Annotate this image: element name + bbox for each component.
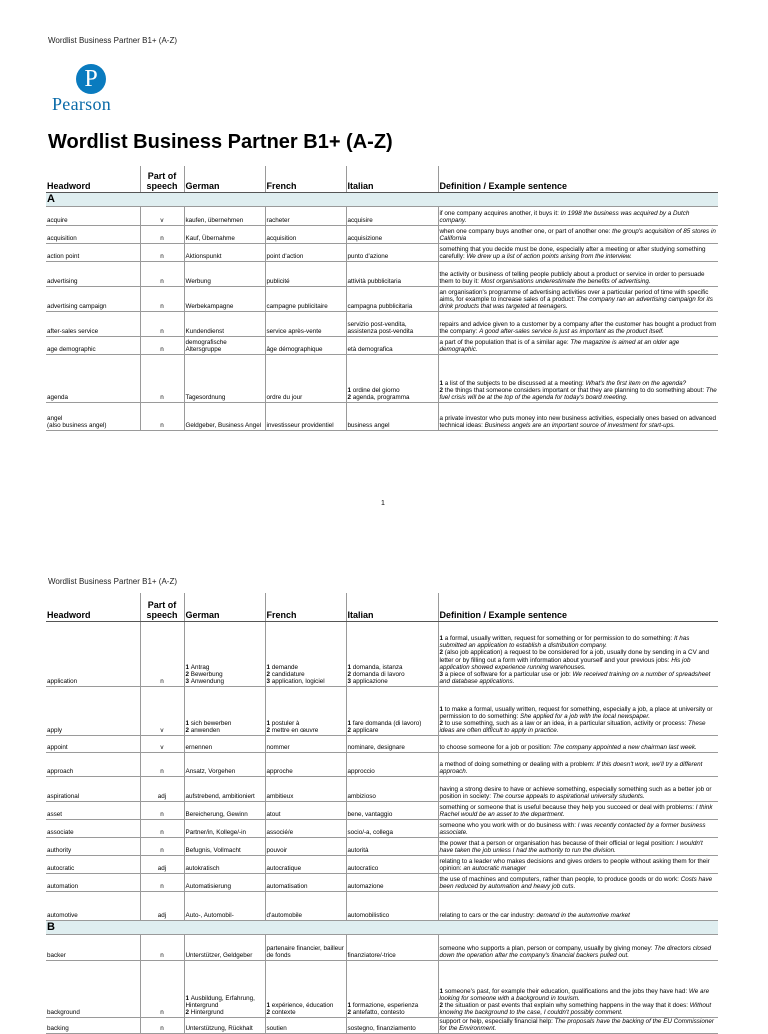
italian-cell: automobilistico: [346, 891, 438, 920]
french-cell: ambitieux: [265, 776, 346, 801]
pos-cell: n: [140, 752, 184, 776]
pos-cell: n: [140, 837, 184, 855]
headword-cell: automation: [46, 873, 140, 891]
italian-cell: 1 fare domanda (di lavoro) 2 applicare: [346, 686, 438, 735]
table-row: [46, 776, 718, 801]
french-cell: nommer: [265, 735, 346, 752]
column-header-italian: Italian: [346, 166, 438, 192]
german-cell: Bereicherung, Gewinn: [184, 801, 265, 819]
headword-cell: action point: [46, 243, 140, 261]
german-cell: Ansatz, Vorgehen: [184, 752, 265, 776]
pos-cell: n: [140, 336, 184, 354]
table-row: [46, 1017, 718, 1033]
german-cell: autokratisch: [184, 855, 265, 873]
german-cell: Geldgeber, Business Angel: [184, 402, 265, 430]
definition-cell: a private investor who puts money into new business activities, especially ones based on advanced technical ideas: Business angels are an important source of investment for start-ups.: [438, 402, 718, 430]
definition-cell: repairs and advice given to a customer by a company after the customer has bought a product from the company: A good after-sales service is just as important as the product itself.: [438, 311, 718, 336]
pos-cell: n: [140, 873, 184, 891]
definition-cell: a method of doing something or dealing with a problem: If this doesn't work, we'll try a different approach.: [438, 752, 718, 776]
column-header-headword: Headword: [46, 166, 140, 192]
german-cell: Aktionspunkt: [184, 243, 265, 261]
german-cell: Werbekampagne: [184, 286, 265, 311]
table-row: [46, 402, 718, 430]
headword-cell: autocratic: [46, 855, 140, 873]
german-cell: Werbung: [184, 261, 265, 286]
table-row: [46, 243, 718, 261]
pos-cell: n: [140, 261, 184, 286]
definition-cell: to choose someone for a job or position: The company appointed a new chairman last week.: [438, 735, 718, 752]
running-header-page-2: Wordlist Business Partner B1+ (A-Z): [48, 577, 178, 586]
german-cell: ernennen: [184, 735, 265, 752]
headword-cell: backer: [46, 934, 140, 960]
french-cell: campagne publicitaire: [265, 286, 346, 311]
german-cell: Kauf, Übernahme: [184, 225, 265, 243]
italian-cell: automazione: [346, 873, 438, 891]
german-cell: Befugnis, Vollmacht: [184, 837, 265, 855]
column-header-definition: Definition / Example sentence: [438, 593, 718, 621]
headword-cell: automotive: [46, 891, 140, 920]
definition-cell: someone who supports a plan, person or company, usually by giving money: The directors closed down the operation after the company's financial backers pulled out.: [438, 934, 718, 960]
headword-cell: asset: [46, 801, 140, 819]
headword-cell: appoint: [46, 735, 140, 752]
italian-cell: servizio post-vendita, assistenza post-vendita: [346, 311, 438, 336]
definition-cell: the use of machines and computers, rather than people, to produce goods or do work: Costs have been reduced by automation and heavy job cuts.: [438, 873, 718, 891]
pos-cell: n: [140, 402, 184, 430]
french-cell: 1 postuler à 2 mettre en œuvre: [265, 686, 346, 735]
pos-cell: n: [140, 354, 184, 402]
pos-cell: n: [140, 286, 184, 311]
definition-cell: 1 a list of the subjects to be discussed at a meeting: What's the first item on the agenda? 2 the things that someone considers important or that they are planning to do something about: The fuel crisis will be at the top of the agenda for today's board meeting.: [438, 354, 718, 402]
headword-cell: authority: [46, 837, 140, 855]
french-cell: atout: [265, 801, 346, 819]
italian-cell: acquisizione: [346, 225, 438, 243]
french-cell: d'automobile: [265, 891, 346, 920]
column-header-definition: Definition / Example sentence: [438, 166, 718, 192]
table-row: [46, 286, 718, 311]
italian-cell: campagna pubblicitaria: [346, 286, 438, 311]
column-header-french: French: [265, 166, 346, 192]
definition-cell: when one company buys another one, or part of another one: the group's acquisition of 85 stores in California: [438, 225, 718, 243]
table-row: [46, 261, 718, 286]
column-header-german: German: [184, 166, 265, 192]
french-cell: autocratique: [265, 855, 346, 873]
wordlist-table-page-1: [46, 166, 718, 431]
pos-cell: n: [140, 819, 184, 837]
table-row: [46, 801, 718, 819]
table-row: [46, 621, 718, 686]
column-header-german: German: [184, 593, 265, 621]
running-header: Wordlist Business Partner B1+ (A-Z): [48, 36, 178, 45]
german-cell: Automatisierung: [184, 873, 265, 891]
table-row: [46, 934, 718, 960]
column-header-row: [46, 166, 718, 192]
german-cell: demografische Altersgruppe: [184, 336, 265, 354]
table-row: [46, 735, 718, 752]
headword-cell: agenda: [46, 354, 140, 402]
definition-cell: support or help, especially financial help: The proposals have the backing of the EU Commissioner for the Environment.: [438, 1017, 718, 1033]
italian-cell: nominare, designare: [346, 735, 438, 752]
definition-cell: an organisation's programme of advertising activities over a particular period of time with specific aims, for example to increase sales of a product: The company ran an advertising campaign for its drink products that was targeted at teenagers.: [438, 286, 718, 311]
italian-cell: età demografica: [346, 336, 438, 354]
italian-cell: business angel: [346, 402, 438, 430]
german-cell: 1 Antrag 2 Bewerbung 3 Anwendung: [184, 621, 265, 686]
french-cell: 1 demande 2 candidature 3 application, logiciel: [265, 621, 346, 686]
pos-cell: n: [140, 621, 184, 686]
headword-cell: background: [46, 960, 140, 1017]
german-cell: 1 sich bewerben 2 anwenden: [184, 686, 265, 735]
table-row: [46, 960, 718, 1017]
german-cell: Unterstützer, Geldgeber: [184, 934, 265, 960]
column-header-italian: Italian: [346, 593, 438, 621]
german-cell: aufstrebend, ambitioniert: [184, 776, 265, 801]
definition-cell: the power that a person or organisation has because of their official or legal position: I wouldn't have taken the job unless I had the authority to run the division.: [438, 837, 718, 855]
pos-cell: n: [140, 934, 184, 960]
german-cell: Tagesordnung: [184, 354, 265, 402]
table-row: [46, 354, 718, 402]
italian-cell: socio/-a, collega: [346, 819, 438, 837]
headword-cell: apply: [46, 686, 140, 735]
pos-cell: adj: [140, 776, 184, 801]
pos-cell: n: [140, 311, 184, 336]
headword-cell: acquisition: [46, 225, 140, 243]
italian-cell: punto d'azione: [346, 243, 438, 261]
french-cell: acquisition: [265, 225, 346, 243]
german-cell: Kundendienst: [184, 311, 265, 336]
page-number: 1: [381, 500, 385, 507]
french-cell: automatisation: [265, 873, 346, 891]
german-cell: 1 Ausbildung, Erfahrung, Hintergrund 2 Hintergrund: [184, 960, 265, 1017]
french-cell: pouvoir: [265, 837, 346, 855]
headword-cell: backing: [46, 1017, 140, 1033]
german-cell: Auto-, Automobil-: [184, 891, 265, 920]
column-header-french: French: [265, 593, 346, 621]
pos-cell: v: [140, 206, 184, 225]
section-letter-row: [46, 192, 718, 206]
french-cell: racheter: [265, 206, 346, 225]
italian-cell: ambizioso: [346, 776, 438, 801]
definition-cell: having a strong desire to have or achieve something, especially something such as a better job or position in society: The course appeals to aspirational university students.: [438, 776, 718, 801]
definition-cell: something that you decide must be done, especially after a meeting or after studying something carefully: We drew up a list of action points arising from the interview.: [438, 243, 718, 261]
italian-cell: 1 domanda, istanza 2 domanda di lavoro 3 applicazione: [346, 621, 438, 686]
section-letter: B: [46, 920, 718, 934]
french-cell: service après-vente: [265, 311, 346, 336]
column-header-headword: Headword: [46, 593, 140, 621]
french-cell: âge démographique: [265, 336, 346, 354]
headword-cell: advertising: [46, 261, 140, 286]
column-header-part-of-speech: Part of speech: [140, 593, 184, 621]
french-cell: partenaire financier, bailleur de fonds: [265, 934, 346, 960]
pos-cell: n: [140, 801, 184, 819]
pearson-logo: [50, 64, 130, 114]
italian-cell: 1 ordine del giorno 2 agenda, programma: [346, 354, 438, 402]
pos-cell: adj: [140, 891, 184, 920]
italian-cell: sostegno, finanziamento: [346, 1017, 438, 1033]
italian-cell: approccio: [346, 752, 438, 776]
table-row: [46, 819, 718, 837]
pos-cell: v: [140, 686, 184, 735]
table-row: [46, 855, 718, 873]
definition-cell: relating to a leader who makes decisions and gives orders to people without asking them for their opinion: an autocratic manager: [438, 855, 718, 873]
french-cell: point d'action: [265, 243, 346, 261]
pos-cell: adj: [140, 855, 184, 873]
column-header-part-of-speech: Part of speech: [140, 166, 184, 192]
table-row: [46, 752, 718, 776]
table-row: [46, 311, 718, 336]
table-row: [46, 686, 718, 735]
french-cell: ordre du jour: [265, 354, 346, 402]
italian-cell: autocratico: [346, 855, 438, 873]
italian-cell: 1 formazione, esperienza 2 antefatto, contesto: [346, 960, 438, 1017]
definition-cell: something or someone that is useful because they help you succeed or deal with problems: I think Rachel would be an asset to the department.: [438, 801, 718, 819]
pos-cell: n: [140, 225, 184, 243]
french-cell: publicité: [265, 261, 346, 286]
german-cell: Unterstützung, Rückhalt: [184, 1017, 265, 1033]
table-row: [46, 891, 718, 920]
table-row: [46, 873, 718, 891]
french-cell: approche: [265, 752, 346, 776]
italian-cell: bene, vantaggio: [346, 801, 438, 819]
table-row: [46, 206, 718, 225]
pearson-wordmark: Pearson: [52, 94, 112, 114]
italian-cell: acquisire: [346, 206, 438, 225]
headword-cell: angel (also business angel): [46, 402, 140, 430]
table-row: [46, 225, 718, 243]
section-letter: A: [46, 192, 718, 206]
pos-cell: v: [140, 735, 184, 752]
headword-cell: acquire: [46, 206, 140, 225]
definition-cell: if one company acquires another, it buys it: In 1998 the business was acquired by a Dutch company.: [438, 206, 718, 225]
french-cell: 1 expérience, éducation 2 contexte: [265, 960, 346, 1017]
headword-cell: aspirational: [46, 776, 140, 801]
french-cell: associé/e: [265, 819, 346, 837]
german-cell: kaufen, übernehmen: [184, 206, 265, 225]
definition-cell: 1 someone's past, for example their education, qualifications and the jobs they have had: We are looking for someone with a background in tourism. 2 the situation or past events that explain why something happens in the way that it does: Without knowing the background to the case, I couldn't possibly comment.: [438, 960, 718, 1017]
definition-cell: 1 to make a formal, usually written, request for something, especially a job, a place at university or permission to do something: She applied for a job with the local newspaper. 2 to use something, such as a law or an idea, in a particular situation, activity or process: These ideas are often difficult to apply in practice.: [438, 686, 718, 735]
headword-cell: after-sales service: [46, 311, 140, 336]
headword-cell: application: [46, 621, 140, 686]
table-row: [46, 837, 718, 855]
italian-cell: autorità: [346, 837, 438, 855]
headword-cell: advertising campaign: [46, 286, 140, 311]
page-title: Wordlist Business Partner B1+ (A-Z): [48, 131, 393, 153]
italian-cell: finanziatore/-trice: [346, 934, 438, 960]
column-header-row: [46, 593, 718, 621]
wordlist-table-page-2: [46, 593, 718, 1034]
definition-cell: the activity or business of telling people publicly about a product or service in order to persuade them to buy it: Most organisations underestimate the benefits of advertising.: [438, 261, 718, 286]
french-cell: soutien: [265, 1017, 346, 1033]
definition-cell: someone who you work with or do business with: I was recently contacted by a former business associate.: [438, 819, 718, 837]
german-cell: Partner/in, Kollege/-in: [184, 819, 265, 837]
pos-cell: n: [140, 243, 184, 261]
pearson-logo-icon: P: [76, 64, 106, 94]
table-row: [46, 336, 718, 354]
headword-cell: associate: [46, 819, 140, 837]
italian-cell: attività pubblicitaria: [346, 261, 438, 286]
french-cell: investisseur providentiel: [265, 402, 346, 430]
headword-cell: age demographic: [46, 336, 140, 354]
headword-cell: approach: [46, 752, 140, 776]
pos-cell: n: [140, 960, 184, 1017]
definition-cell: a part of the population that is of a similar age: The magazine is aimed at an older age demographic.: [438, 336, 718, 354]
pos-cell: n: [140, 1017, 184, 1033]
definition-cell: 1 a formal, usually written, request for something or for permission to do something: It has submitted an application to establish a distribution company. 2 (also job application) a request to be considered for a job, usually done by sending in a CV and letter or by filling out a form with information about yourself and your previous jobs: His job application showed experience running warehouses. 3 a piece of software for a particular use or job: We received training on a number of spreadsheet and database applications.: [438, 621, 718, 686]
section-letter-row: [46, 920, 718, 934]
definition-cell: relating to cars or the car industry: demand in the automotive market: [438, 891, 718, 920]
